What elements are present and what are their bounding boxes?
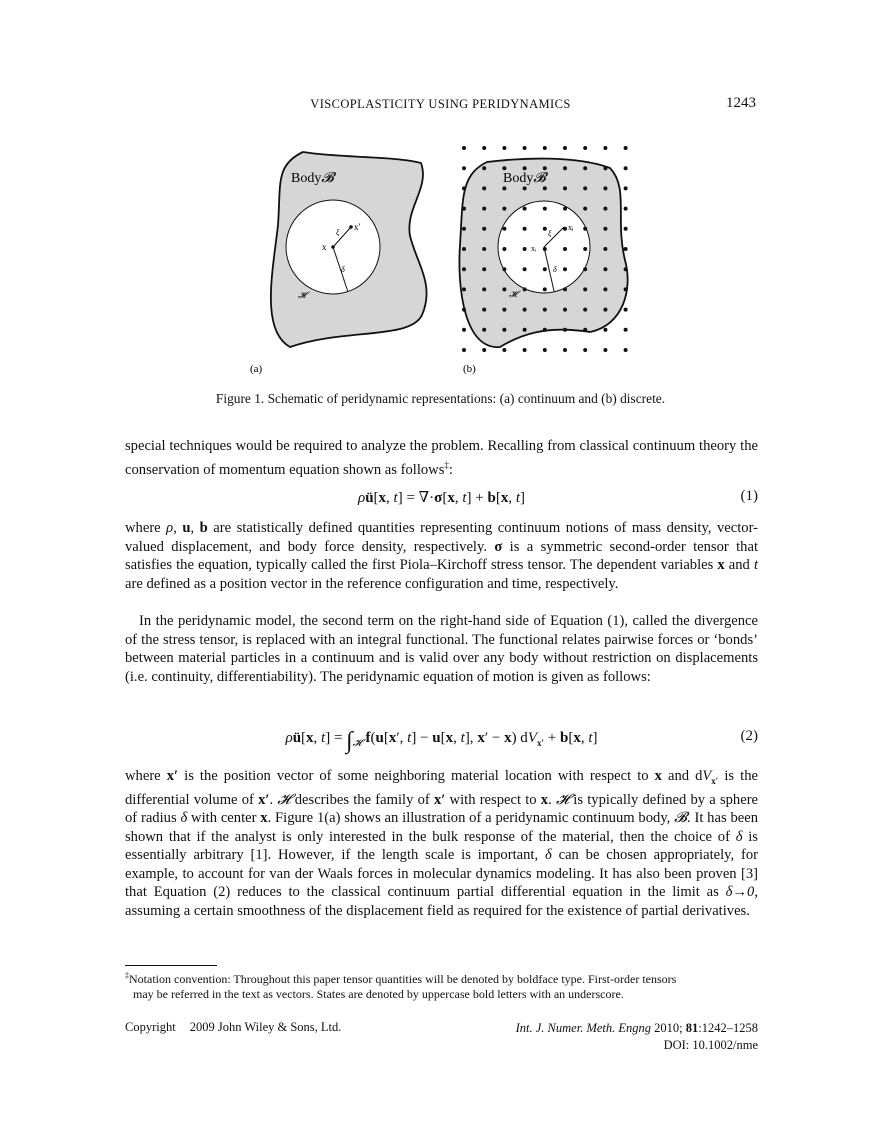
particle-dot	[563, 207, 567, 211]
particle-dot	[624, 186, 628, 190]
particle-dot	[523, 308, 527, 312]
particle-dot	[624, 267, 628, 271]
particle-dot	[462, 146, 466, 150]
xi-label-a: ξ	[336, 228, 340, 237]
figure-caption: Figure 1. Schematic of peridynamic representations: (a) continuum and (b) discrete.	[215, 391, 666, 406]
particle-dot	[482, 308, 486, 312]
particle-dot	[462, 227, 466, 231]
particle-dot	[482, 328, 486, 332]
particle-dot	[624, 287, 628, 291]
particle-dot	[462, 308, 466, 312]
particle-dot	[603, 287, 607, 291]
particle-dot	[583, 267, 587, 271]
particle-dot	[563, 348, 567, 352]
particle-dot	[563, 287, 567, 291]
particle-dot	[583, 146, 587, 150]
particle-dot	[523, 247, 527, 251]
particle-dot	[482, 207, 486, 211]
particle-dot	[502, 308, 506, 312]
particle-dot	[523, 287, 527, 291]
particle-dot	[603, 247, 607, 251]
particle-dot	[563, 146, 567, 150]
particle-dot	[502, 166, 506, 170]
particle-dot	[543, 227, 547, 231]
x-label: x	[322, 242, 327, 252]
particle-dot	[482, 287, 486, 291]
xj-particle-label: xⱼ	[568, 223, 574, 232]
particle-dot	[502, 247, 506, 251]
xi-particle-label: xᵢ	[531, 244, 537, 253]
particle-dot	[583, 287, 587, 291]
equation-2-number: (2)	[740, 728, 758, 744]
particle-dot	[523, 267, 527, 271]
particle-dot	[583, 166, 587, 170]
delta-label-b: δ	[553, 265, 557, 274]
particle-dot	[482, 348, 486, 352]
footer-citation	[516, 1020, 758, 1053]
particle-dot	[502, 328, 506, 332]
footer-doi: DOI: 10.1002/nme	[663, 1037, 758, 1052]
particle-dot	[502, 227, 506, 231]
footnote	[125, 968, 758, 1002]
figure-1	[245, 140, 645, 378]
particle-dot	[624, 146, 628, 150]
xi-bond-label-b: ξ	[548, 229, 552, 238]
paragraph-2: where ρ, u, b are statistically defined quantities representing continuum notions of mass density, vector-valued displacement, and body force density, respectively. σ is a symmetric second-order tensor that satisfies the equation, typically called the first Piola–Kirchoff stress tensor. The dependent variables x and t are defined as a position vector in the reference configuration and time, respectively.	[125, 520, 759, 592]
particle-dot	[543, 287, 547, 291]
particle-dot	[482, 227, 486, 231]
particle-dot	[502, 207, 506, 211]
horizon-label-b: 𝓗	[509, 289, 518, 299]
particle-dot	[583, 207, 587, 211]
particle-dot	[523, 207, 527, 211]
equation-1	[125, 488, 758, 508]
particle-dot	[462, 186, 466, 190]
particle-dot	[543, 267, 547, 271]
equation-2	[125, 722, 758, 762]
footnote-rule	[125, 965, 217, 966]
particle-dot	[502, 146, 506, 150]
particle-dot	[603, 146, 607, 150]
equation-1-body: ρü[x, t] = ∇·σ[x, t] + b[x, t]	[358, 490, 525, 506]
particle-dot	[543, 328, 547, 332]
particle-dot	[523, 328, 527, 332]
footer-copyright: Copyright 2009 John Wiley & Sons, Ltd.	[125, 1020, 342, 1034]
xprime-label: x′	[354, 222, 361, 232]
particle-dot	[543, 207, 547, 211]
body-label-a: Body𝓑	[291, 171, 334, 186]
panel-b-sublabel: (b)	[463, 363, 476, 375]
particle-dot	[624, 328, 628, 332]
particle-dot	[624, 308, 628, 312]
particle-dot	[563, 186, 567, 190]
particle-dot	[523, 146, 527, 150]
footer-journal-line: Int. J. Numer. Meth. Engng 2010; 81:1242–1258	[515, 1021, 758, 1035]
particle-dot	[543, 146, 547, 150]
particle-dot	[462, 287, 466, 291]
particle-dot	[603, 348, 607, 352]
particle-dot	[462, 348, 466, 352]
particle-dot	[482, 247, 486, 251]
particle-dot	[624, 207, 628, 211]
particle-dot	[624, 247, 628, 251]
footnote-line-2: may be referred in the text as vectors. States are denoted by uppercase bold letters with an underscore.	[133, 987, 624, 1001]
particle-dot	[583, 348, 587, 352]
particle-dot	[482, 186, 486, 190]
particle-dot	[583, 227, 587, 231]
horizon-label-a: 𝓗	[298, 290, 307, 300]
figure-panel-a	[250, 152, 427, 375]
paragraph-1: special techniques would be required to analyze the problem. Recalling from classical continuum theory the conservation of momentum equation shown as follows‡:	[125, 438, 758, 478]
paragraph-4: where x′ is the position vector of some neighboring material location with respect to x and $dV_{x'}$ is the differential volume of x′. 𝓗 describes the family of x′ with respect to x. 𝓗 is typically defined by a sphere of radius δ with center x. Figure 1(a) shows an illustration of a peridynamic continuum body, 𝓑. It has been shown that if the analyst is only interested in the bulk response of the material, then the choice of δ is essentially arbitrary [1]. However, if the length scale is important, δ can be chosen appropriately, for example, to account for van der Waals forces in molecular dynamics modeling. It has also been proven [3] that Equation (2) reduces to the classical continuum partial differential equation in the limit as δ→0, assuming a certain smoothness of the displacement field as required for the existence of partial derivatives.	[125, 768, 759, 920]
particle-dot	[583, 308, 587, 312]
particle-dot	[624, 227, 628, 231]
particle-dot	[603, 166, 607, 170]
delta-label-a: δ	[341, 265, 345, 274]
particle-dot	[624, 166, 628, 170]
panel-a-sublabel: (a)	[250, 363, 263, 375]
particle-dot	[563, 247, 567, 251]
particle-dot	[563, 267, 567, 271]
particle-dot	[462, 247, 466, 251]
particle-dot	[482, 166, 486, 170]
particle-dot	[624, 348, 628, 352]
particle-dot	[523, 348, 527, 352]
particle-dot	[462, 267, 466, 271]
particle-dot	[543, 186, 547, 190]
particle-dot	[603, 227, 607, 231]
particle-dot	[502, 267, 506, 271]
page-number: 1243	[726, 95, 756, 111]
particle-dot	[563, 166, 567, 170]
running-header-title: VISCOPLASTICITY USING PERIDYNAMICS	[310, 97, 571, 111]
particle-dot	[482, 146, 486, 150]
particle-dot	[603, 328, 607, 332]
particle-dot	[583, 247, 587, 251]
particle-dot	[462, 207, 466, 211]
particle-dot	[502, 186, 506, 190]
particle-dot	[543, 166, 547, 170]
particle-dot	[523, 166, 527, 170]
paragraph-3: In the peridynamic model, the second term on the right-hand side of Equation (1), called the divergence of the stress tensor, is replaced with an integral functional. The functional relates pairwise forces or ‘bonds’ between material particles in a continuum and is valid over any body without restriction on displacements (i.e. continuity, differentiability). The peridynamic equation of motion is given as follows:	[125, 613, 758, 685]
particle-dot	[603, 186, 607, 190]
footnote-line-1: ‡Notation convention: Throughout this paper tensor quantities will be denoted by boldface type. First-order tensors	[125, 971, 677, 986]
particle-dot	[502, 348, 506, 352]
particle-dot	[603, 308, 607, 312]
particle-dot	[583, 328, 587, 332]
equation-2-body: ρü[x, $t] = \int_𝓗$ f(u[x′, t] − u[x, t], x′ − x) $dV_{x'} + b[x$, t]	[285, 728, 598, 754]
particle-dot	[563, 308, 567, 312]
particle-dot	[583, 186, 587, 190]
equation-1-number: (1)	[740, 488, 758, 504]
particle-dot	[543, 348, 547, 352]
particle-dot	[502, 287, 506, 291]
particle-dot	[462, 166, 466, 170]
body-label-b: Body𝓑	[503, 171, 546, 186]
particle-dot	[603, 267, 607, 271]
particle-dot	[523, 227, 527, 231]
particle-dot	[543, 308, 547, 312]
particle-dot	[482, 267, 486, 271]
particle-dot	[563, 328, 567, 332]
particle-dot	[462, 328, 466, 332]
particle-dot	[523, 186, 527, 190]
figure-panel-b	[459, 146, 627, 375]
particle-dot	[603, 207, 607, 211]
